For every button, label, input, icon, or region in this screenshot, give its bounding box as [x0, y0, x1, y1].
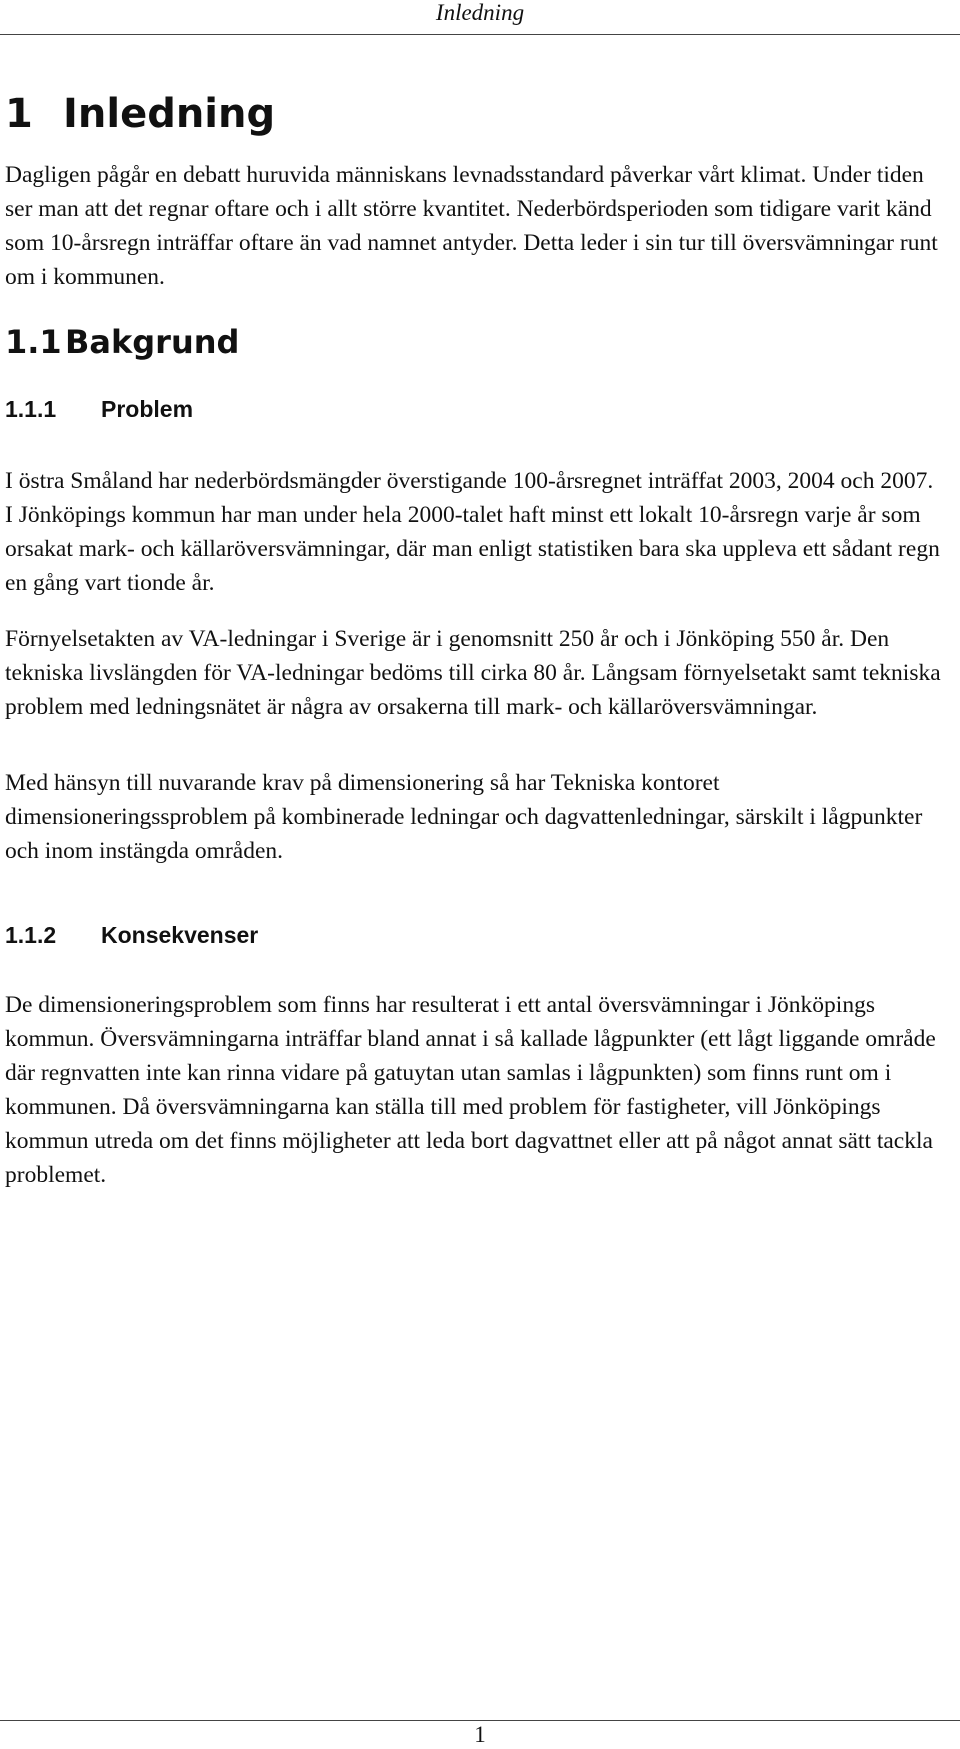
subsection-title: Konsekvenser — [101, 922, 259, 948]
page-number: 1 — [474, 1722, 486, 1747]
running-header-title: Inledning — [435, 0, 525, 25]
chapter-title: Inledning — [63, 91, 276, 137]
subsection-number: 1.1.1 — [5, 396, 57, 422]
paragraph: Förnyelsetakten av VA-ledningar i Sverige är i genomsnitt 250 år och i Jönköping 550 år. Den tekniska livslängden för VA-ledningar bedöms till cirka 80 år. Långsam förnyelsetakt samt tekniska problem med ledningsnätet är några av orsakerna till mark- och källaröversvämningar. — [5, 626, 941, 720]
subsection-title: Problem — [101, 396, 194, 422]
chapter-heading — [5, 76, 945, 152]
subsection-heading-problem — [5, 392, 945, 426]
subsection-heading-konsekvenser — [5, 918, 945, 952]
paragraph: I östra Småland har nederbördsmängder överstigande 100-årsregnet inträffat 2003, 2004 och 2007. I Jönköpings kommun har man under hela 2000-talet haft minst ett lokalt 10-årsregn varje år som orsakat mark- och källaröversvämningar, där man enligt statistiken bara ska uppleva ett sådant regn en gång vart tionde år. — [5, 468, 940, 596]
running-header — [0, 0, 960, 35]
document-body — [5, 76, 945, 1192]
section-number: 1.1 — [5, 323, 62, 361]
paragraph: De dimensioneringsproblem som finns har resulterat i ett antal översvämningar i Jönköpings kommun. Översvämningarna inträffar bland annat i så kallade lågpunkter (ett lågt liggande område där regnvatten inte kan rinna vidare på gatuytan utan samlas i lågpunkten) som finns runt om i kommunen. Då översvämningarna kan ställa till med problem för fastigheter, vill Jönköpings kommun utreda om det finns möjligheter att leda bort dagvattnet eller att på något annat sätt tackla problemet. — [5, 992, 936, 1188]
paragraph: Med hänsyn till nuvarande krav på dimensionering så har Tekniska kontoret dimensioneringssproblem på kombinerade ledningar och dagvattenledningar, särskilt i lågpunkter och inom instängda områden. — [5, 770, 923, 864]
section-title: Bakgrund — [65, 323, 240, 361]
footer-divider — [0, 1720, 960, 1721]
subsection-number: 1.1.2 — [5, 922, 57, 948]
chapter-number: 1 — [5, 91, 33, 137]
intro-paragraph: Dagligen pågår en debatt huruvida människans levnadsstandard påverkar vårt klimat. Under tiden ser man att det regnar oftare och i allt större kvantitet. Nederbördsperioden som tidigare varit känd som 10-årsregn inträffar oftare än vad namnet antyder. Detta leder i sin tur till översvämningar runt om i kommunen. — [5, 162, 938, 290]
section-heading — [5, 320, 945, 364]
